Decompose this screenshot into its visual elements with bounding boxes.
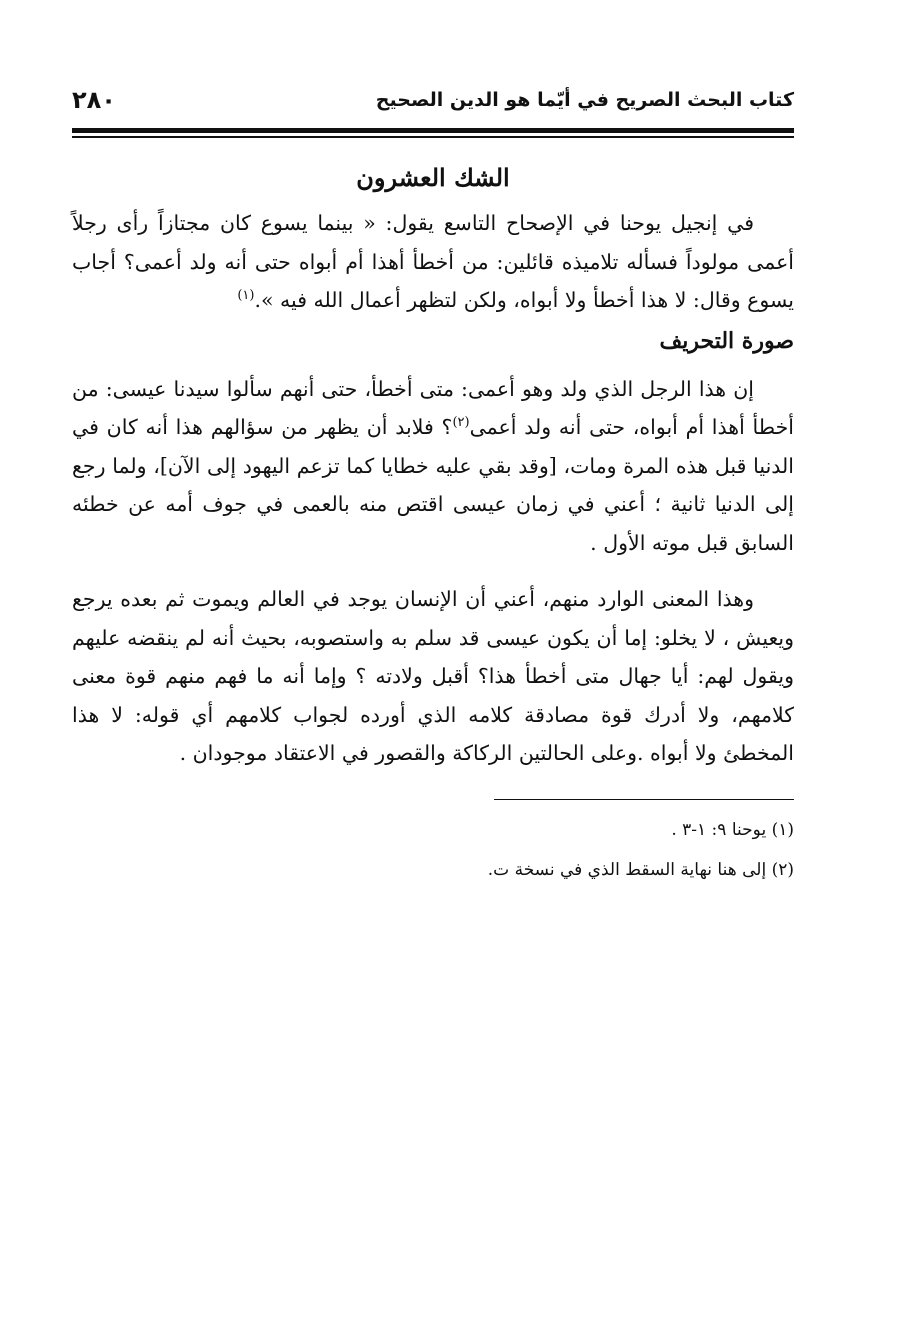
paragraph-2 bbox=[72, 370, 794, 563]
page-number: ٢٨٠ bbox=[72, 86, 116, 114]
section-title: الشك العشرون bbox=[356, 163, 510, 192]
header-rule-thick bbox=[72, 128, 794, 133]
book-page bbox=[72, 80, 794, 896]
footnote-ref-1: (١) bbox=[237, 288, 255, 304]
footnote-1: (١) يوحنا ٩: ١-٣ . bbox=[671, 819, 794, 840]
footnote-separator bbox=[494, 799, 794, 800]
footnote-2: (٢) إلى هنا نهاية السقط الذي في نسخة ت. bbox=[487, 859, 794, 880]
intro-paragraph bbox=[72, 204, 794, 320]
book-title: كتاب البحث الصريح في أيّما هو الدين الصحيح bbox=[375, 89, 794, 111]
footnotes bbox=[72, 816, 794, 884]
paragraph-2-part-2: ؟ فلابد أن يظهر من سؤالهم هذا أنه كان في الدنيا قبل هذه المرة ومات، [وقد بقي عليه خطايا كما تزعم اليهود إلى الآن]، ولما رجع إلى الدنيا ثانية ؛ أعني في زمان عيسى اقتص منه بالعمى في جوف أمه عن خطئه السابق قبل موته الأول . bbox=[72, 415, 794, 555]
header-rule-thin bbox=[72, 136, 794, 138]
running-header bbox=[72, 80, 794, 120]
footnote-ref-2: (٢) bbox=[452, 415, 470, 431]
intro-paragraph-text: في إنجيل يوحنا في الإصحاح التاسع يقول: « بينما يسوع كان مجتازاً رأى رجلاً أعمى مولوداً فسأله تلاميذه قائلين: من أخطأ أهذا أم أبواه حتى أنه ولد أعمى؟ أجاب يسوع وقال: لا هذا أخطأ ولا أبواه، ولكن لتظهر أعمال الله فيه ». bbox=[72, 211, 794, 312]
paragraph-2-part-1: إن هذا الرجل الذي ولد وهو أعمى: متى أخطأ، حتى أنهم سألوا سيدنا عيسى: من أخطأ أهذا أم أبواه، حتى أنه ولد أعمى bbox=[72, 376, 794, 439]
paragraph-3: وهذا المعنى الوارد منهم، أعني أن الإنسان يوجد في العالم ويموت ثم بعده يرجع ويعيش ، لا يخلو: إما أن يكون عيسى قد سلم به واستصوبه، بحيث أنه لم ينقضه عليهم ويقول لهم: أيا جهال متى أخطأ هذا؟ أقبل ولادته ؟ وإما أنه ما فهم منهم قوة معنى كلامهم، ولا أدرك قوة مصادقة كلامه الذي أورده لجواب كلامهم أي قوله: لا هذا المخطئ ولا أبواه .وعلى الحالتين الركاكة والقصور في الاعتقاد موجودان . bbox=[72, 587, 794, 765]
subheading: صورة التحريف bbox=[659, 327, 794, 354]
